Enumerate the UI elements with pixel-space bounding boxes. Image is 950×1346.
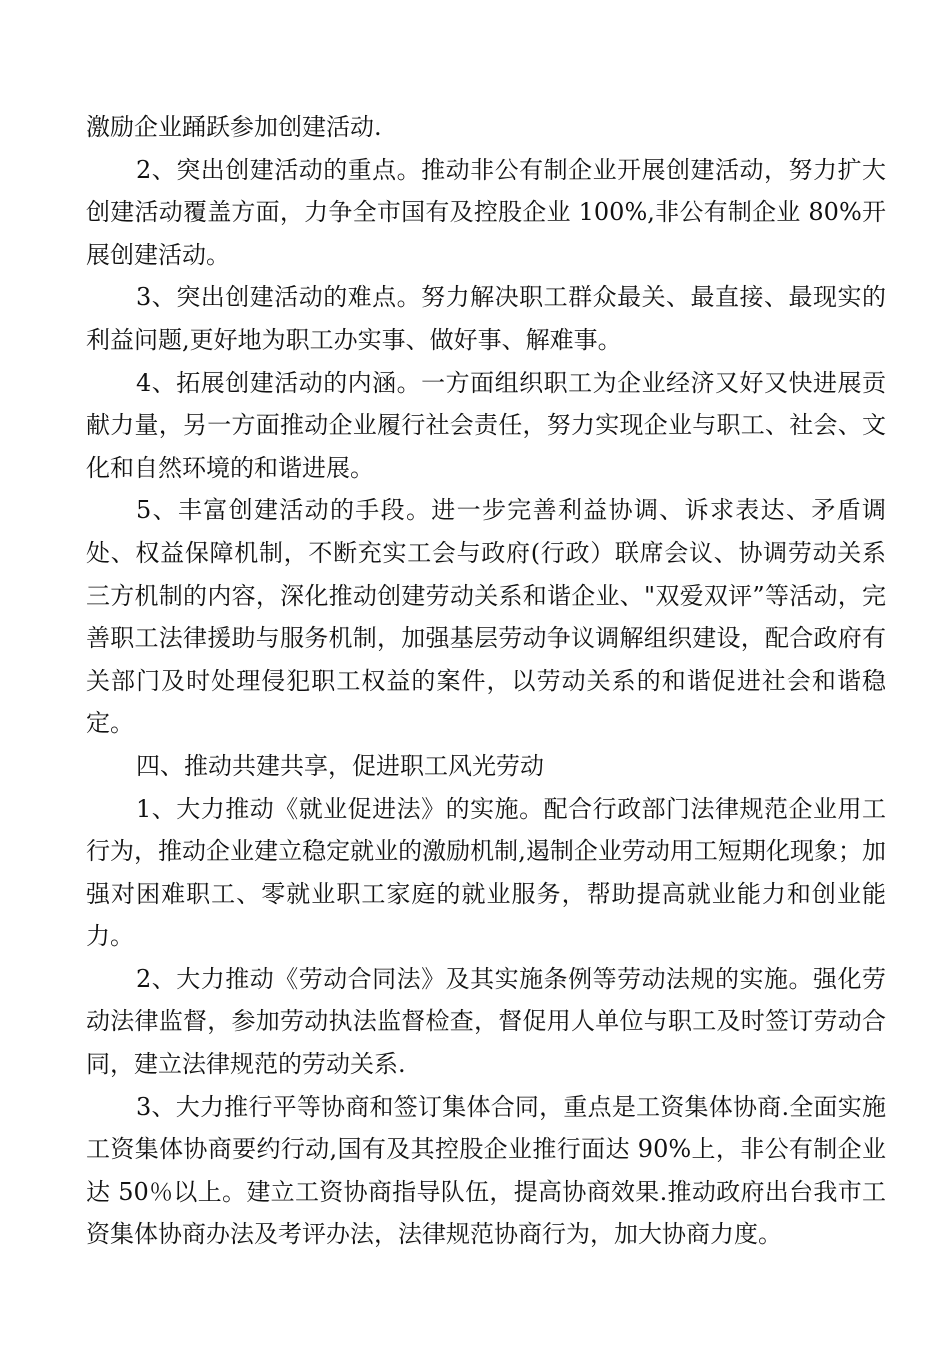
paragraph-collective-bargaining: 3、大力推行平等协商和签订集体合同，重点是工资集体协商.全面实施工资集体协商要约行动,国有及其控股企业推行面达 90%上，非公有制企业达 50％以上。建立工资协商指导队伍，提高协商效果.推动政府出台我市工资集体协商办法及考评办法，法律规范协商行为，加大协商力度。 [86,1092,886,1249]
paragraph-item-5-means: 5、丰富创建活动的手段。进一步完善利益协调、诉求表达、矛盾调处、权益保障机制，不断充实工会与政府(行政）联席会议、协调劳动关系三方机制的内容，深化推动创建劳动关系和谐企业、"双爱双评”等活动，完善职工法律援助与服务机制，加强基层劳动争议调解组织建设，配合政府有关部门及时处理侵犯职工权益的案件，以劳动关系的和谐促进社会和谐稳定。 [86,496,886,738]
paragraph-employment-law: 1、大力推动《就业促进法》的实施。配合行政部门法律规范企业用工行为，推动企业建立稳定就业的激励机制,遏制企业劳动用工短期化现象；加强对困难职工、零就业职工家庭的就业服务，帮助提高就业能力和创业能力。 [86,794,886,951]
paragraph-item-4-connotation: 4、拓展创建活动的内涵。一方面组织职工为企业经济又好又快进展贡献力量，另一方面推动企业履行社会责任，努力实现企业与职工、社会、文化和自然环境的和谐进展。 [86,368,886,482]
paragraph-item-2-focus: 2、突出创建活动的重点。推动非公有制企业开展创建活动，努力扩大创建活动覆盖方面，力争全市国有及控股企业 100%,非公有制企业 80%开展创建活动。 [86,155,886,269]
paragraph-item-3-difficulty: 3、突出创建活动的难点。努力解决职工群众最关、最直接、最现实的利益问题,更好地为职工办实事、做好事、解难事。 [86,283,886,354]
document-page [86,106,886,1256]
section-heading-4: 四、推动共建共享，促进职工风光劳动 [136,751,544,780]
paragraph-labor-contract-law: 2、大力推动《劳动合同法》及其实施条例等劳动法规的实施。强化劳动法律监督，参加劳动执法监督检查，督促用人单位与职工及时签订劳动合同，建立法律规范的劳动关系. [86,964,886,1079]
paragraph-continuation: 激励企业踊跃参加创建活动. [86,113,382,141]
